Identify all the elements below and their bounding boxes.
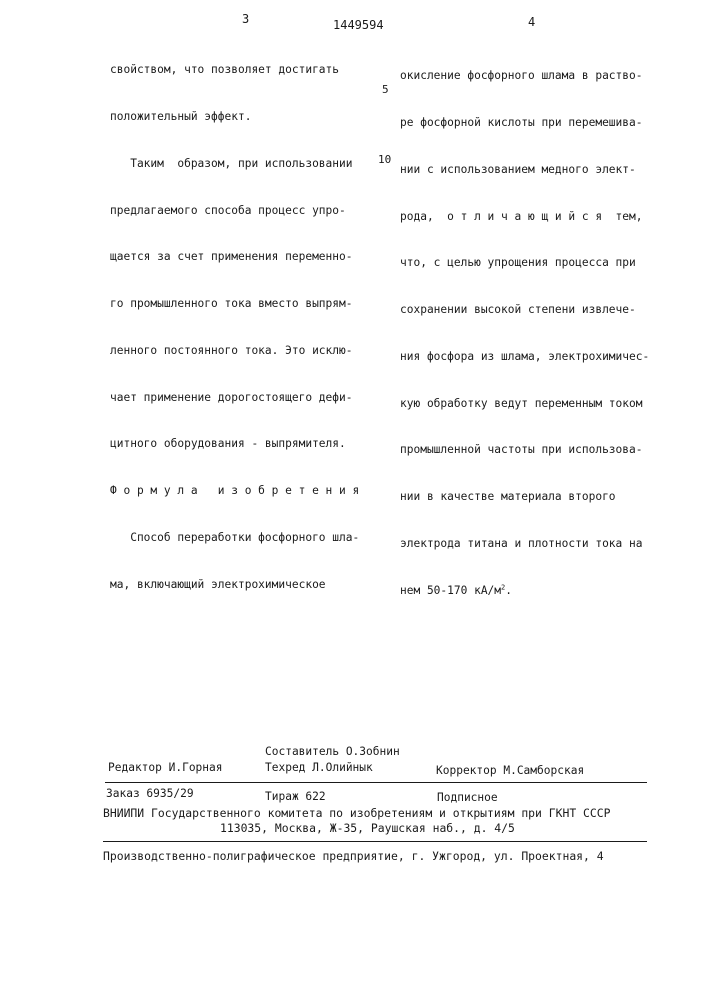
line-number-10: 10 (378, 153, 392, 166)
period: . (505, 583, 513, 597)
right-column-line: что, с целью упрощения процесса при (400, 256, 636, 270)
formula-heading: Ф о р м у л а и з о б р е т е н и я (110, 484, 360, 498)
right-column-line: электрода титана и плотности тока на (400, 537, 643, 550)
imprint-circulation: Тираж 622 (265, 790, 326, 803)
imprint-corrector: Корректор М.Самборская (436, 764, 585, 777)
imprint-techred: Техред Л.Олийнык (265, 761, 373, 774)
right-column-line: нии с использованием медного элект- (400, 162, 636, 176)
page-number-right: 4 (528, 15, 536, 29)
left-column-line: предлагаемого способа процесс упро- (110, 203, 346, 217)
left-column-line: положительный эффект. (110, 109, 252, 123)
right-column-line: окисление фосфорного шлама в раство- (400, 69, 643, 83)
right-column-line: нии в качестве материала второго (400, 490, 616, 504)
right-column-line: ре фосфорной кислоты при перемешива- (400, 115, 643, 129)
imprint-editor: Редактор И.Горная (108, 761, 223, 774)
imprint-printer: Производственно-полиграфическое предприятие, г. Ужгород, ул. Проектная, 4 (103, 849, 604, 863)
imprint-address: 113035, Москва, Ж-35, Раушская наб., д. 4/5 (220, 821, 515, 835)
left-column-line: щается за счет применения переменно- (110, 250, 353, 264)
current-density-text: нем 50-170 кА/м (400, 583, 502, 597)
right-column-line: сохранении высокой степени извлече- (400, 303, 636, 317)
right-column-line: кую обработку ведут переменным током (400, 396, 643, 410)
imprint-institute: ВНИИПИ Государственного комитета по изобретениям и открытиям при ГКНТ СССР (103, 806, 611, 820)
left-column-line: свойством, что позволяет достигать (110, 63, 340, 77)
left-column-line: ленного постоянного тока. Это исклю- (110, 343, 353, 357)
imprint-order: Заказ 6935/29 (106, 787, 194, 800)
left-column-line: чает применение дорогостоящего дефи- (110, 390, 353, 404)
imprint-subscription: Подписное (437, 791, 498, 804)
right-column-line: рода, о т л и ч а ю щ и й с я тем, (400, 209, 643, 223)
left-column-line: Способ переработки фосфорного шла- (110, 531, 360, 544)
left-column (110, 31, 359, 624)
right-column-line: промышленной частоты при использова- (400, 443, 643, 457)
left-column-line: ма, включающий электрохимическое (110, 577, 326, 591)
imprint-composer: Составитель О.Зобнин (265, 745, 400, 758)
left-column-line: цитного оборудования - выпрямителя. (110, 437, 346, 451)
imprint-rule-bottom (103, 841, 647, 842)
right-column (400, 37, 649, 630)
patent-number: 1449594 (333, 18, 384, 32)
right-column-last-line (400, 583, 649, 599)
imprint-rule-top (105, 782, 647, 783)
left-column-line: го промышленного тока вместо выпрям- (110, 297, 353, 311)
superscript-exponent: 2 (501, 583, 506, 592)
left-column-line: Таким образом, при использовании (110, 156, 353, 170)
page-number-left: 3 (242, 12, 250, 26)
right-column-line: ния фосфора из шлама, электрохимичес- (400, 349, 650, 363)
line-number-5: 5 (382, 83, 389, 96)
